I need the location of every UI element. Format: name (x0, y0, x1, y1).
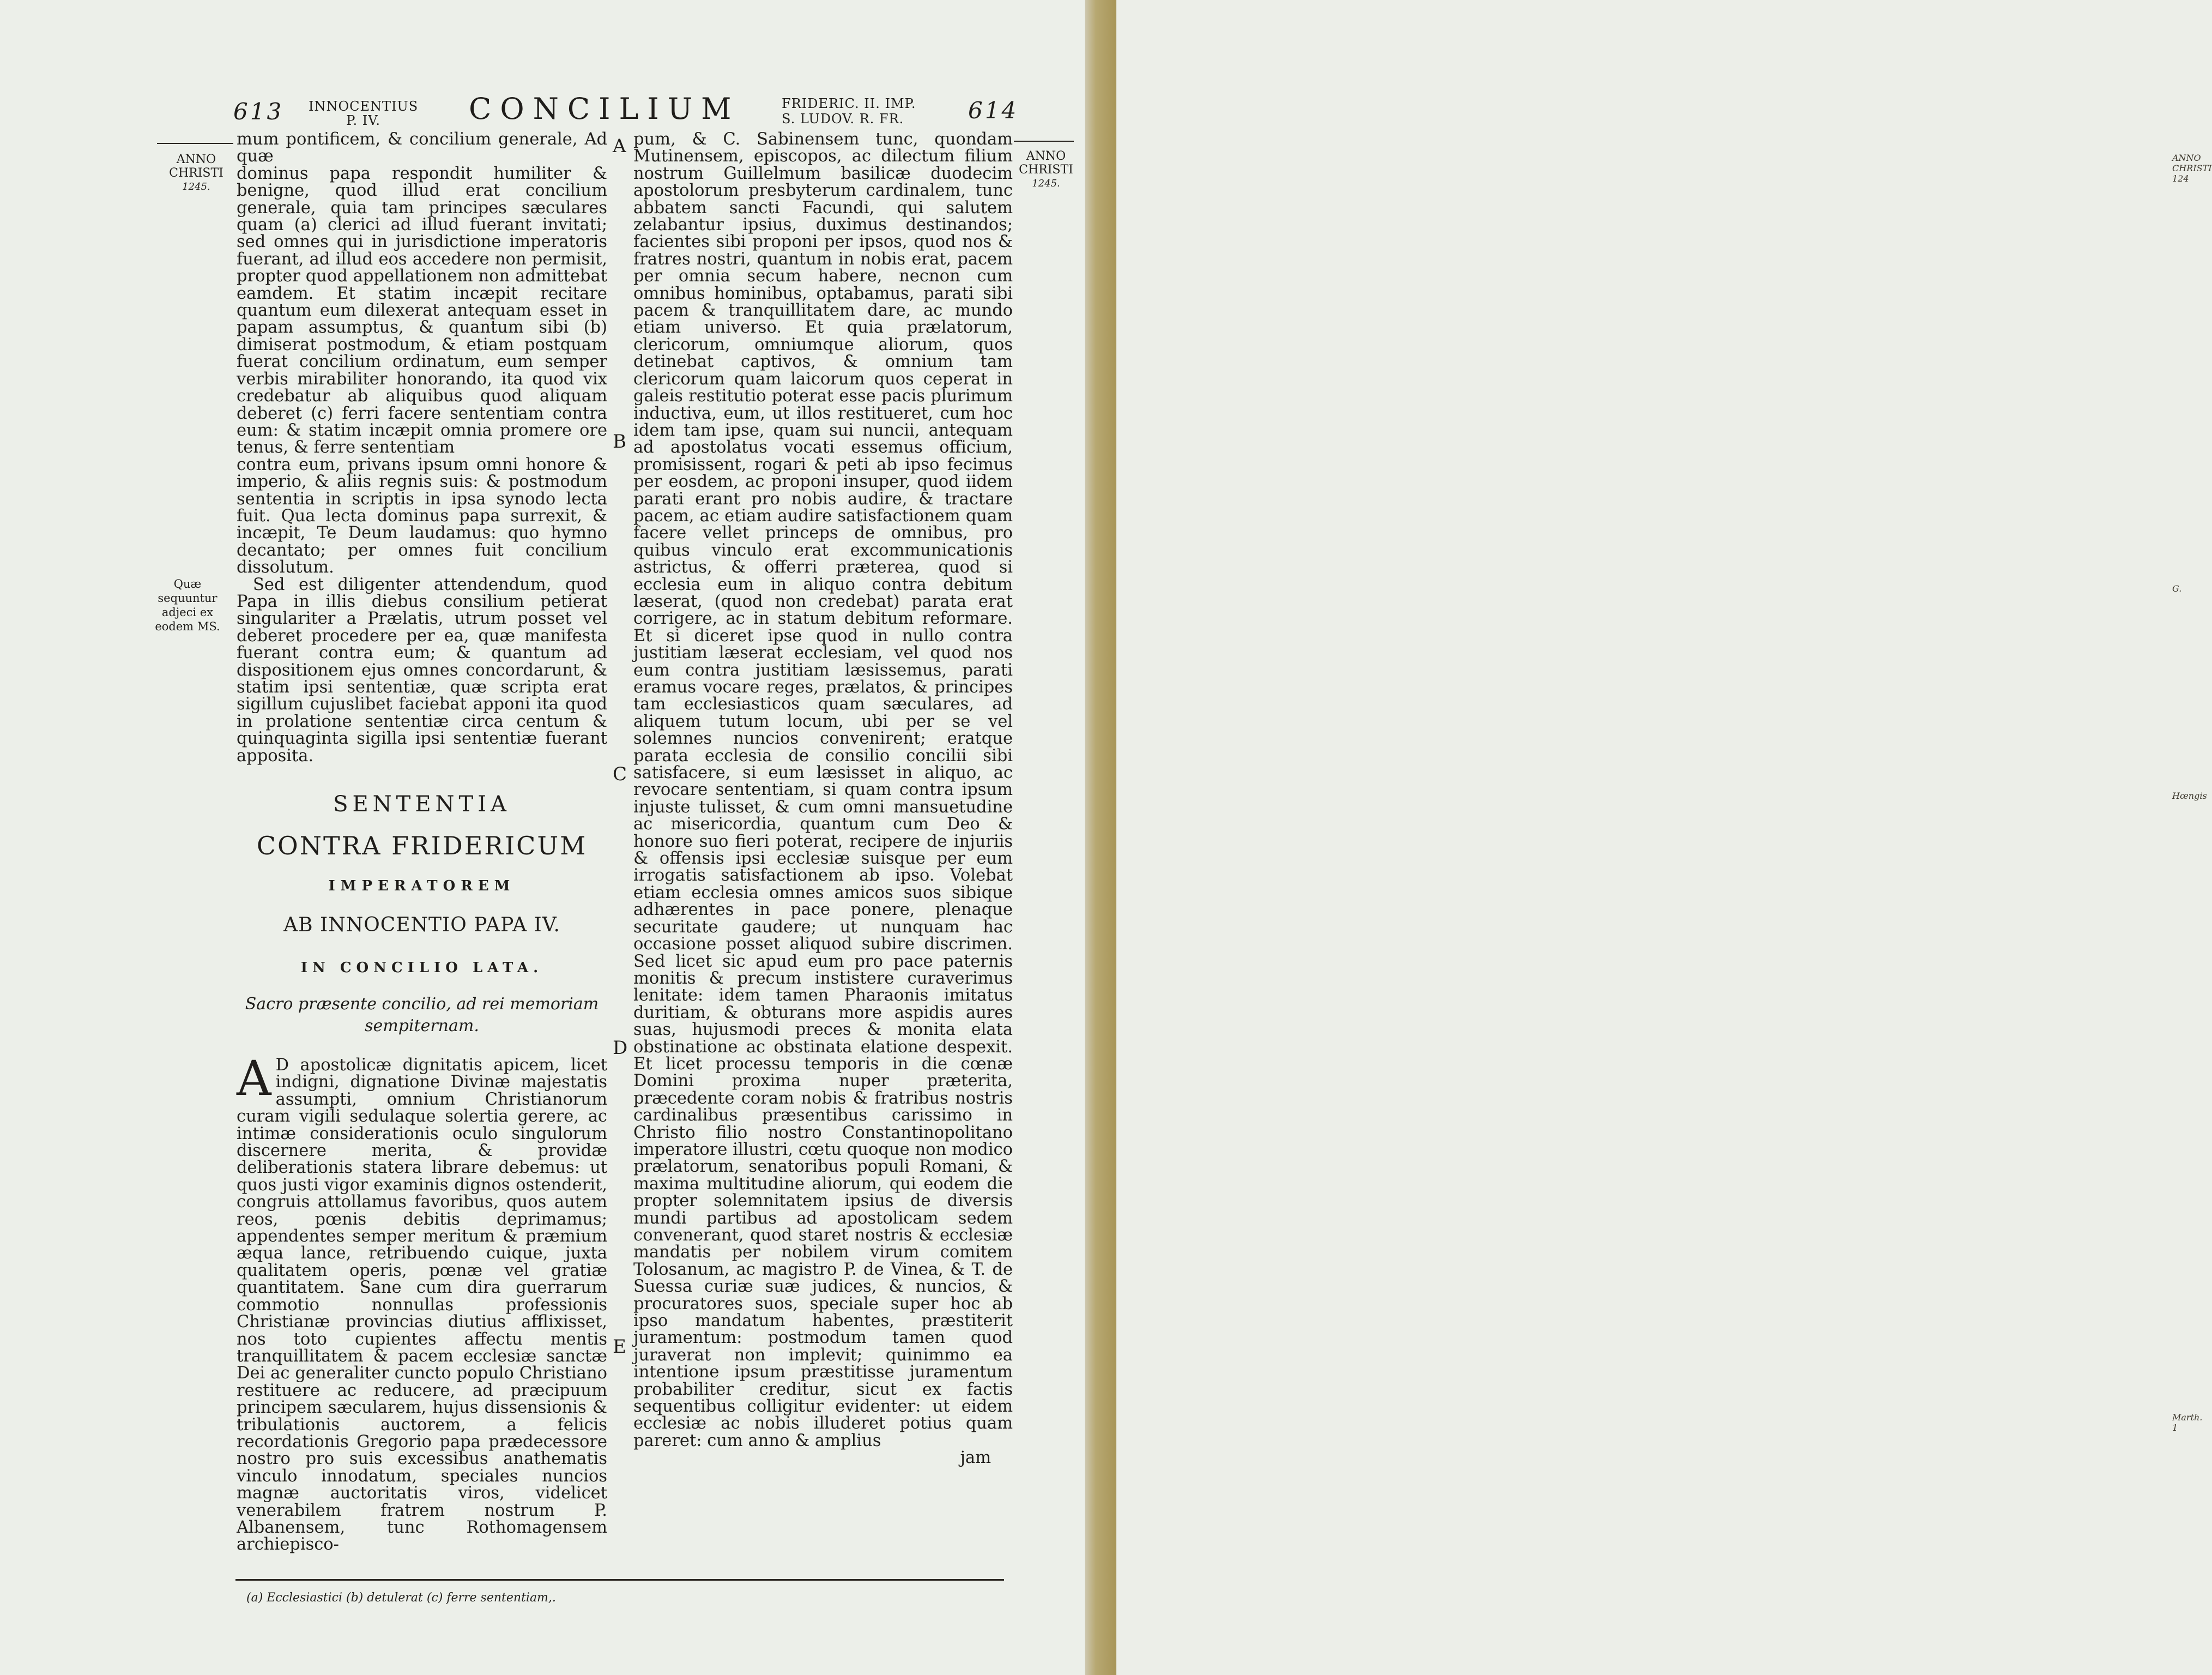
pope-name: INNOCENTIUS (309, 99, 419, 114)
section-letter-d: D (613, 1037, 628, 1059)
running-head-title: CONCILIUM (469, 92, 740, 126)
next-page-anno: ANNO CHRISTI 124 (2172, 153, 2212, 184)
next-page-edge (1085, 0, 2212, 1675)
anno-christi-left (164, 153, 229, 194)
paragraph: D apostolicæ dignitatis apicem, licet indigni, dignatione Divinæ majestatis assumpti, omnium Christianorum curam vigili sedulaque solertia gerere, ac intimæ considerationis oculo singulorum discernere merita, & providæ deliberationis statera librare debemus: ut quos justi vigor examinis dignos ostenderit, congruis attollamus favoribus, quos autem reos, pœnis debitis deprimamus; appendentes semper meritum & præmium æqua lance, retribuendo cuique, juxta qualitatem operis, pœnæ vel gratiæ quantitatem. Sane cum dira guerrarum commotio nonnullas professionis Christianæ provincias diutius afflixisset, nos toto cupientes affectu mentis tranquillitatem & pacem ecclesiæ sanctæ Dei ac generaliter cuncto populo Christiano restituere ac reducere, ad præcipuum principem sæcularem, hujus dissensionis & tribulationis auctorem, a felicis recordationis Gregorio papa prædecessore nostro pro suis excessibus anathematis vinculo innodatum, speciales nuncios magnæ auctoritatis viros, videlicet venerabilem fratrem nostrum P. Albanensem, tunc Rothomagensem archiepisco- (237, 1056, 607, 1555)
next-page-note: G. (2172, 583, 2182, 594)
catchword: jam (960, 1448, 991, 1468)
sentence-dedication: Sacro præsente concilio, ad rei memoriam sempiternam. (245, 995, 599, 1035)
ruler-emperor: FRIDERIC. II. IMP. (782, 96, 916, 111)
right-column (633, 131, 1013, 1467)
section-letter-a: A (613, 135, 626, 157)
sentence-title: SENTENTIA (333, 792, 511, 817)
paragraph: pum, & C. Sabinensem tunc, quondam Mutinensem, episcopos, ac dilectum filium nostrum Guillelmum basilicæ duodecim apostolorum presbyterum cardinalem, tunc abbatem sancti Facundi, qui salutem zelabantur ipsius, duximus destinandos; facientes sibi proponi per ipsos, quod nos & fratres nostri, quantum in nobis erat, pacem per omnia secum habere, necnon cum omnibus hominibus, optabamus, parati sibi pacem & tranquillitatem dare, ac mundo etiam universo. Et quia prælatorum, clericorum, omniumque aliorum, quos detinebat captivos, & omnium tam clericorum quam laicorum quos ceperat in galeis restitutio poterat esse pacis plurimum inductiva, eum, ut illos restitueret, cum hoc idem tam ipse, quam sui nuncii, antequam ad apostolatus vocati essemus officium, promisissent, rogari & peti ab ipso fecimus per eosdem, ac proponi insuper, quod iidem parati erant pro nobis audire, & tractare pacem, ac etiam audire satisfactionem quam facere vellet princeps de omnibus, pro quibus vinculo erat excommunicationis astrictus, & offerri præterea, quod si ecclesia eum in aliquo contra debitum læserat, (quod non credebat) parata erat corrigere, ac in statum debitum reformare. Et si diceret ipse quod in nullo contra justitiam læserat ecclesiam, vel quod nos eum contra justitiam læsissemus, parati eramus vocare reges, prælatos, & principes tam ecclesiasticos quam sæculares, ad aliquem tutum locum, ubi per se vel solemnes nuncios convenirent; eratque parata ecclesia de consilio concilii sibi satisfacere, si eum læsisset in aliquo, ac revocare sententiam, si quam contra ipsum injuste tulisset, & cum omni mansuetudine ac misericordia, quantum cum Deo & honore suo fieri poterat, recipere de injuriis & offensis ipsi ecclesiæ suisque per eum irrogatis satisfactionem ab ipso. Volebat etiam ecclesia omnes amicos suos sibique adhærentes in pace ponere, plenaque securitate gaudere; ut nunquam hac occasione posset aliquod subire discrimen. Sed licet sic apud eum pro pace paternis monitis & precum instistere curaverimus lenitate: idem tamen Pharaonis imitatus duritiam, & obturans more aspidis aures suas, hujusmodi preces & monita elata obstinatione ac obstinata elatione despexit. Et licet processu temporis in die cœnæ Domini proxima nuper præterita, præcedente coram nobis & fratribus nostris cardinalibus præsentibus carissimo in Christo filio nostro Constantinopolitano imperatore illustri, cœtu quoque non modico prælatorum, senatoribus populi Romani, & maxima multitudine aliorum, qui eodem die propter solemnitatem ipsius de diversis mundi partibus ad apostolicam sedem convenerant, quod staret nostris & ecclesiæ mandatis per nobilem virum comitem Tolosanum, ac magistro P. de Vinea, & T. de Suessa curiæ suæ judices, & nuncios, & procuratores suos, speciale super hoc ab ipso mandatum habentes, præstiterit juramentum: postmodum tamen quod juraverat non implevit; quinimmo ea intentione ipsum præstitisse juramentum probabiliter creditur, sicut ex factis sequentibus colligitur evidenter: ut eidem ecclesiæ ac nobis illuderet potius quam pareret: cum anno & amplius (633, 130, 1013, 1450)
anno-christi-right (1016, 149, 1076, 190)
running-head-rulers (782, 96, 916, 126)
anno-year: 1245. (182, 181, 210, 192)
book-page (0, 0, 1085, 1675)
anno-label: ANNO (1026, 149, 1066, 163)
margin-rule-left (157, 143, 233, 144)
running-head-pope (309, 99, 418, 128)
left-column-bottom (237, 1050, 607, 1555)
left-column-top (237, 131, 607, 764)
christi-label: CHRISTI (1019, 163, 1073, 177)
section-letter-b: B (613, 431, 626, 453)
drop-cap: A (237, 1050, 271, 1106)
anno-year: 1245. (1032, 178, 1060, 189)
christi-label: CHRISTI (169, 166, 223, 180)
next-page-note: Hœngis (2172, 791, 2207, 801)
paragraph: mum pontificem, & concilium generale, Ad quæ (237, 130, 607, 166)
next-page-note: Marth. 1 (2172, 1412, 2203, 1433)
section-letter-e: E (613, 1336, 626, 1358)
section-letter-c: C (613, 763, 627, 785)
sentence-pope: AB INNOCENTIO PAPA IV. (283, 914, 560, 936)
sentence-emperor: IMPERATOREM (328, 878, 516, 894)
paragraph: contra eum, privans ipsum omni honore & imperio, & aliis regnis suis: & postmodum sententia in scriptis in ipsa synodo lecta fuit. Qua lecta dominus papa surrexit, & incæpit, Te Deum laudamus: quo hymno decantato; per omnes fuit concilium dissolutum. (237, 455, 607, 577)
page-number-left: 613 (233, 98, 284, 125)
sentence-council: IN CONCILIO LATA. (300, 960, 543, 976)
paragraph: dominus papa respondit humiliter & benigne, quod illud erat concilium generale, quia tam principes sæculares quam (a) clerici ad illud fuerant invitati; sed omnes qui in jurisdictione imperatoris fuerant, ad illud eos accedere non permisit, propter quod appellationem non admittebat eamdem. Et statim incæpit recitare quantum eum dilexerat antequam esset in papam assumptus, & quantum sibi (b) dimiserat postmodum, & etiam postquam fuerat concilium ordinatum, eum semper verbis mirabiliter honorando, ita quod vix credebatur ab aliquibus quod aliquam deberet (c) ferri facere sententiam contra eum: & statim incæpit omnia promere ore tenus, & ferre sententiam (237, 164, 607, 457)
ruler-king: S. LUDOV. R. FR. (782, 111, 904, 126)
footnote-rule (235, 1579, 1004, 1581)
footnotes: (a) Ecclesiastici (b) detulerat (c) ferre sententiam,. (246, 1591, 556, 1605)
pope-number: P. IV. (346, 113, 380, 128)
margin-note: Quæ sequuntur adjeci ex eodem MS. (155, 577, 220, 633)
page-number-right: 614 (968, 97, 1019, 124)
anno-label: ANNO (176, 153, 216, 166)
margin-rule-right (1014, 141, 1074, 142)
paragraph: Sed est diligenter attendendum, quod Papa in illis diebus consilium petierat singulariter a Prælatis, utrum posset vel deberet procedere per ea, quæ manifesta fuerant contra eum; & quantum ad dispositionem ejus omnes concordarunt, & statim ipsi sententiæ, quæ scripta erat sigillum cujuslibet faciebat apponi ita quod in prolatione sententiæ circa centum & quinquaginta sigilla ipsi sententiæ fuerant apposita. (237, 575, 607, 766)
sentence-subtitle: CONTRA FRIDERICUM (256, 831, 588, 860)
